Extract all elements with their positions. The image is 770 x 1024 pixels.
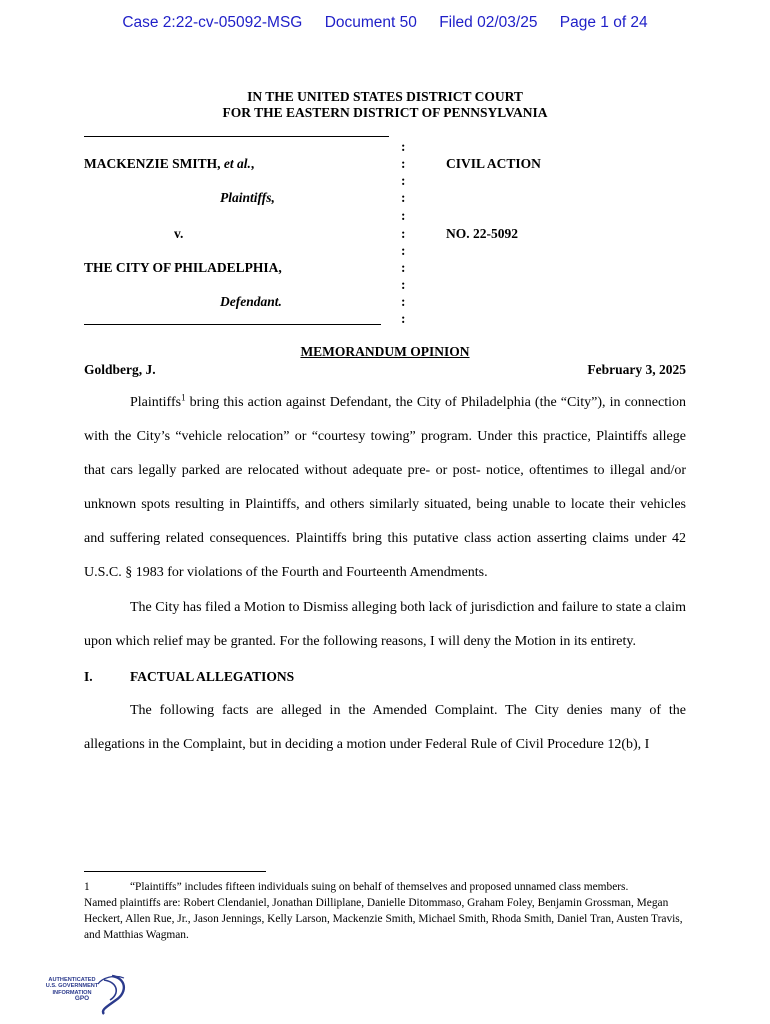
body-paragraph-1: Plaintiffs$^1$ bring this action against Defendant, the City of Philadelphia (the “City”), in connection with the City’s “vehicle relocation” or “courtesy towing” program. Under this practice, Plaintiffs allege that cars legally parked are relocated without adequate pre- or post- notice, oftentimes to illegal and/or unknown spots resulting in Plaintiffs, and others similarly situated, being unable to locate their vehicles and suffering related consequences. Plaintiffs bring this putative class action asserting claims under 42 U.S.C. § 1983 for violations of the Fourth and Fourteenth Amendments. xyxy=(84,392,686,580)
caption-colon: : xyxy=(401,277,406,292)
footnote-1 xyxy=(84,879,686,943)
caption-colon: : xyxy=(401,139,406,154)
footnote-reference: 1 xyxy=(181,392,186,403)
opinion-date: February 3, 2025 xyxy=(587,362,686,377)
header-document-number: Document 50 xyxy=(324,14,417,31)
caption-bottom-rule xyxy=(84,324,381,325)
header-page-count: Page 1 of 24 xyxy=(559,14,648,31)
plaintiff-etal: et al. xyxy=(223,156,251,171)
civil-action-label: CIVIL ACTION xyxy=(446,156,541,171)
plaintiff-name: MACKENZIE SMITH, et al., xyxy=(84,156,255,171)
judge-name: Goldberg, J. xyxy=(84,362,156,377)
versus: v. xyxy=(174,226,184,241)
ecf-header xyxy=(0,14,770,32)
plaintiffs-label: Plaintiffs, xyxy=(220,190,275,205)
defendant-label: Defendant. xyxy=(220,294,282,309)
gpo-seal-text: AUTHENTICATED U.S. GOVERNMENT INFORMATION GPO xyxy=(45,977,99,1003)
header-case-number: Case 2:22-cv-05092-MSG xyxy=(122,14,303,31)
section-heading: FACTUAL ALLEGATIONS xyxy=(130,669,295,684)
body-paragraph-3: The following facts are alleged in the Amended Complaint. The City denies many of the allegations in the Complaint, but in deciding a motion under Federal Rule of Civil Procedure 12(b), I xyxy=(84,703,686,752)
case-number-label: NO. 22-5092 xyxy=(446,226,518,241)
caption-colon: : xyxy=(401,173,406,188)
court-name-line1: IN THE UNITED STATES DISTRICT COURT xyxy=(247,89,523,104)
caption-colon: : xyxy=(401,208,406,223)
header-filed-date: Filed 02/03/25 xyxy=(439,14,538,31)
footnote-number: 1 xyxy=(84,881,90,893)
memorandum-title: MEMORANDUM OPINION xyxy=(300,344,470,359)
footnote-first-line: “Plaintiffs” includes fifteen individuals suing on behalf of themselves and proposed unnamed class members. xyxy=(130,881,629,893)
caption-top-rule xyxy=(84,136,389,137)
caption-colon: : xyxy=(401,156,406,171)
caption-colon: : xyxy=(401,260,406,275)
caption-colon: : xyxy=(401,294,406,309)
caption-colon: : xyxy=(401,311,406,326)
defendant-name: THE CITY OF PHILADELPHIA, xyxy=(84,260,282,275)
gpo-authentication-seal xyxy=(42,972,132,1016)
body-paragraph-2: The City has filed a Motion to Dismiss alleging both lack of jurisdiction and failure to state a claim upon which relief may be granted. For the following reasons, I will deny the Motion in its entirety. xyxy=(84,600,686,649)
section-number: I. xyxy=(84,669,93,684)
footnote-rule xyxy=(84,871,266,872)
court-name-line2: FOR THE EASTERN DISTRICT OF PENNSYLVANIA xyxy=(222,105,548,120)
caption-colon: : xyxy=(401,243,406,258)
caption-colon: : xyxy=(401,226,406,241)
caption-colon: : xyxy=(401,190,406,205)
footnote-continuation: Named plaintiffs are: Robert Clendaniel, Jonathan Dilliplane, Danielle Ditommaso, Graham Foley, Benjamin Grossman, Megan Heckert, Allen Rue, Jr., Jason Jennings, Kelly Larson, Mackenzie Smith, Michael Smith, Rhoda Smith, Daniel Tran, Austen Travis, and Matthias Wagman. xyxy=(84,897,683,941)
